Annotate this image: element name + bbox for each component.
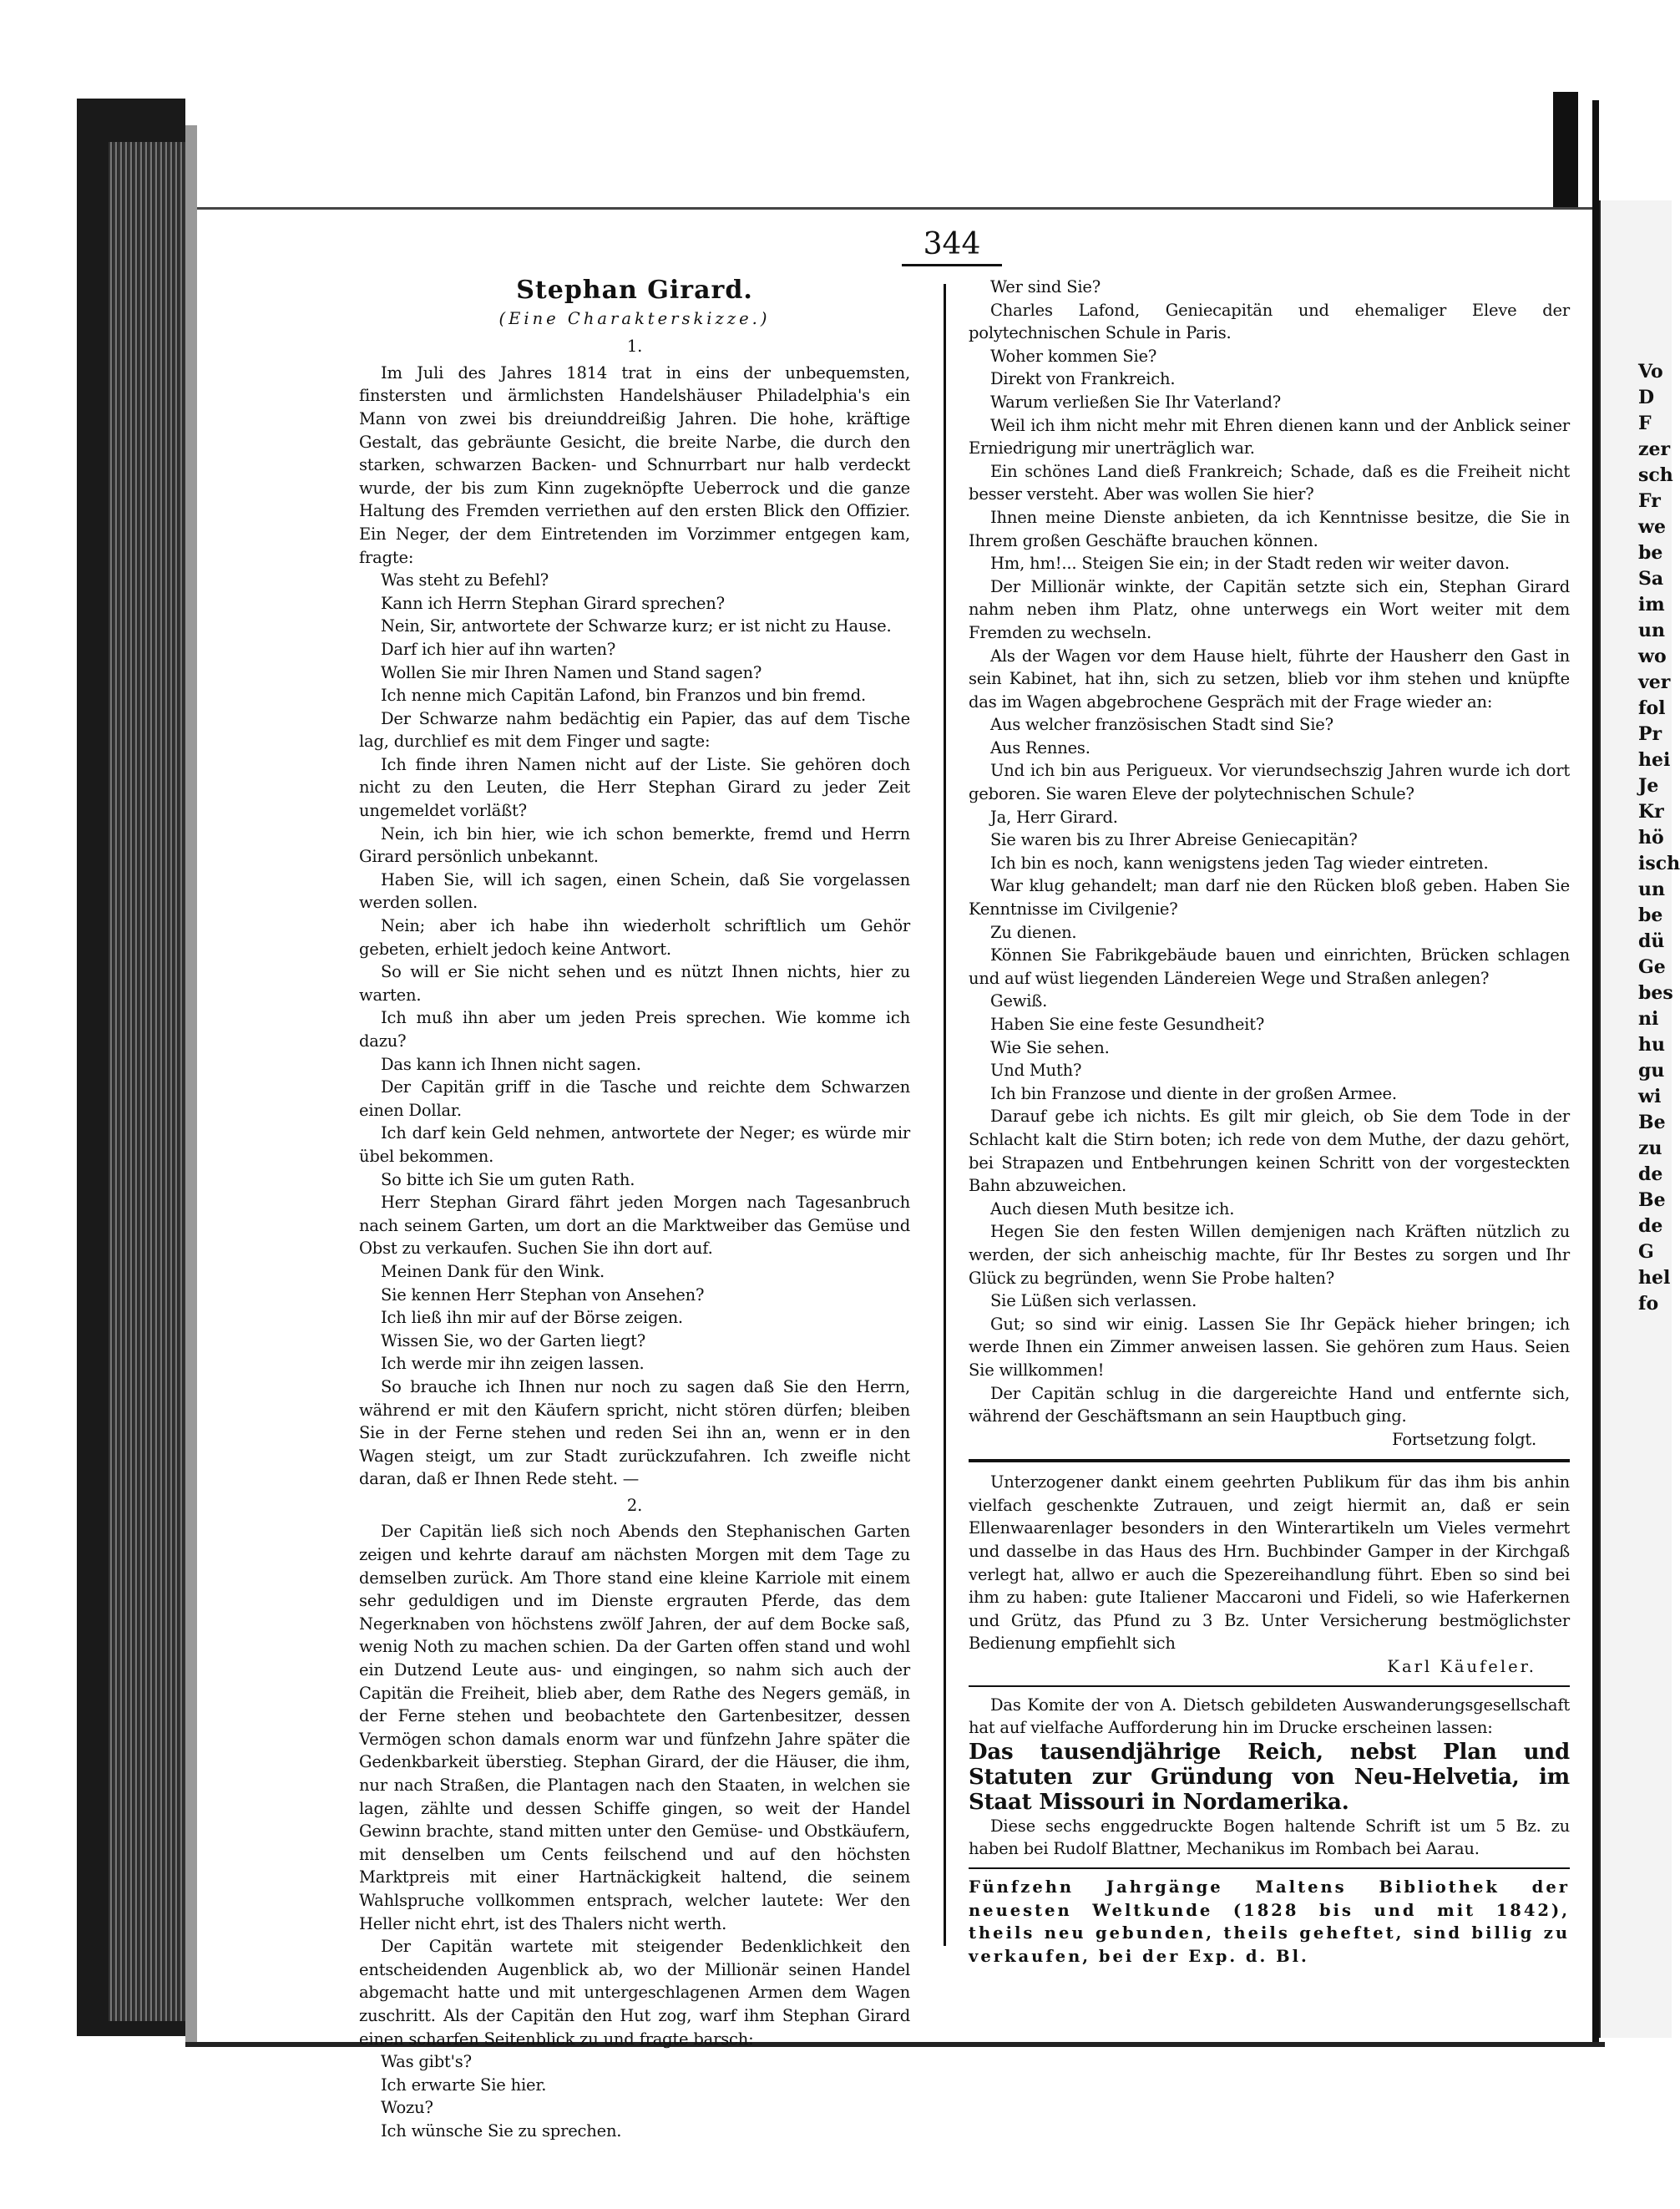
fragment-text: hu xyxy=(1638,1034,1665,1056)
paragraph: Wozu? xyxy=(381,2098,433,2118)
paragraph: Der Capitän wartete mit steigender Bedenklichkeit den entscheidenden Augenblick ab, wo der Millionär seinen Handel abgemacht hatte und mit untergeschlagenen Armen dem Wagen zuschritt. Als der Capitän den Hut zog, warf ihm Stephan Girard einen scharfen Seitenblick zu und fragte barsch: xyxy=(359,1937,910,2049)
fragment-text: fo xyxy=(1638,1293,1659,1315)
paragraph: Charles Lafond, Geniecapitän und ehemaliger Eleve der polytechnischen Schule in Paris. xyxy=(969,300,1570,343)
fragment-text: zer xyxy=(1638,438,1671,460)
paragraph: Hm, hm!... Steigen Sie ein; in der Stadt reden wir weiter davon. xyxy=(990,554,1510,574)
article-title: Stephan Girard. xyxy=(516,276,753,305)
paragraph: Ich nenne mich Capitän Lafond, bin Franzos und bin fremd. xyxy=(381,686,867,706)
paragraph: War klug gehandelt; man darf nie den Rücken bloß geben. Haben Sie Kenntnisse im Civilgenie? xyxy=(969,876,1570,920)
fragment-text: ni xyxy=(1638,1008,1659,1030)
fragment-text: un xyxy=(1638,879,1665,900)
paragraph: Und ich bin aus Perigueux. Vor vierundsechszig Jahren wurde ich dort geboren. Sie waren Eleve der polytechnischen Schule? xyxy=(969,761,1570,804)
left-column xyxy=(359,276,910,2143)
advertisement-komite xyxy=(969,1694,1570,1861)
fragment-text: fol xyxy=(1638,697,1666,719)
ad-divider xyxy=(969,1867,1570,1869)
paragraph: Ich finde ihren Namen nicht auf der Liste. Sie gehören doch nicht zu den Leuten, die Herr Stephan Girard zu jeder Zeit ungemeldet vorläßt? xyxy=(359,754,910,821)
paragraph: Und Muth? xyxy=(990,1061,1082,1081)
paragraph: Ich wünsche Sie zu sprechen. xyxy=(381,2120,622,2141)
fragment-text: F xyxy=(1638,413,1652,434)
fragment-text: Fr xyxy=(1638,490,1661,512)
fragment-text: wi xyxy=(1638,1086,1662,1107)
paragraph: Gewiß. xyxy=(990,991,1048,1011)
paragraph: Der Capitän griff in die Tasche und reichte dem Schwarzen einen Dollar. xyxy=(359,1077,910,1120)
paragraph: Das kann ich Ihnen nicht sagen. xyxy=(381,1054,641,1074)
gutter-shadow xyxy=(1592,100,1599,2046)
fragment-text: we xyxy=(1638,516,1666,538)
fragment-text: Je xyxy=(1638,775,1659,797)
paragraph: Der Millionär winkte, der Capitän setzte sich ein, Stephan Girard nahm neben ihm Platz, ohne unterwegs ein Wort weiter mit dem Fremden zu wechseln. xyxy=(969,576,1570,642)
ad-text: Unterzogener dankt einem geehrten Publikum für das ihm bis anhin vielfach geschenkte Zutrauen, und zeigt hiermit an, daß er sein Ellenwaarenlager besonders in den Winterartikeln um Vieles vermehrt und dasselbe in das Haus des Hrn. Buchbinder Gamper in der Kirchgaß verlegt hat, allwo er auch die Spezereihandlung führt. Eben so sind bei ihm zu haben: gute Italiener Maccaroni und Fideli, so wie Haferkernen und Grütz, das Pfund zu 3 Bz. Unter Versicherung bestmöglichster Bedienung empfiehlt sich xyxy=(969,1472,1570,1654)
paragraph: Darf ich hier auf ihn warten? xyxy=(381,639,616,659)
paragraph: Ich erwarte Sie hier. xyxy=(381,2075,547,2095)
paragraph: Aus welcher französischen Stadt sind Sie? xyxy=(990,715,1333,735)
paragraph: Direkt von Frankreich. xyxy=(990,369,1176,389)
fragment-text: bes xyxy=(1638,982,1673,1004)
paragraph: Warum verließen Sie Ihr Vaterland? xyxy=(990,392,1282,412)
advertisement-bibliothek xyxy=(969,1876,1570,1968)
fragment-text: gu xyxy=(1638,1060,1665,1082)
paragraph: Der Capitän ließ sich noch Abends den Stephanischen Garten zeigen und kehrte darauf am nächsten Morgen mit dem Tage zu demselben zurück. Am Thore stand eine kleine Karriole mit einem sehr geduldigen und im Dienste ergrauten Pferde, das dem Negerknaben von höchstens zwölf Jahren, der auf dem Bocke saß, wenig Noth zu machen schien. Da der Garten offen stand und wohl ein Dutzend Leute aus- und eingingen, so nahm sich auch der Capitän die Freiheit, blieb aber, dem Rathe des Negers gemäß, in der Ferne stehen und beobachtete den Gartenbesitzer, dessen Vermögen schon damals enorm war und fünfzehn Jahre später die Gedenkbarkeit überstieg. Stephan Girard, der die Häuser, die ihm, nur nach Straßen, die Plantagen nach den Staaten, in welchen sie lagen, zählte und dessen Schiffe gingen, so weit der Handel Gewinn brachte, stand mitten unter den Gemüse- und Obstkäufern, mit denselben um Cents feilschend und auf den höchsten Marktpreis mit einer Hartnäckigkeit haltend, die seinem Wahlspruche vollkommen entsprach, welcher lautete: Wer den Heller nicht ehrt, ist des Thalers nicht werth. xyxy=(359,1522,910,1933)
paragraph: Weil ich ihm nicht mehr mit Ehren dienen kann und der Anblick seiner Erniedrigung mir unerträglich war. xyxy=(969,415,1570,459)
article-part-2 xyxy=(359,1520,910,2142)
fragment-text: Ge xyxy=(1638,956,1666,978)
ad-book-title: Das tausendjährige Reich, nebst Plan und Statuten zur Gründung von Neu-Helvetia, im Staat Missouri in Nordamerika. xyxy=(969,1739,1570,1815)
paragraph: Kann ich Herrn Stephan Girard sprechen? xyxy=(381,593,725,613)
paragraph: Ich bin Franzose und diente in der großen Armee. xyxy=(990,1083,1397,1103)
paragraph: Wer sind Sie? xyxy=(990,277,1101,296)
ad-divider xyxy=(969,1685,1570,1687)
ad-book-text: Diese sechs enggedruckte Bogen haltende Schrift ist um 5 Bz. zu haben bei Rudolf Blattner, Mechanikus im Rombach bei Aarau. xyxy=(969,1816,1570,1859)
book-page-edges xyxy=(109,142,188,2021)
paragraph: Ich ließ ihn mir auf der Börse zeigen. xyxy=(381,1308,683,1328)
paragraph: Haben Sie eine feste Gesundheit? xyxy=(990,1015,1265,1034)
paragraph: Ich bin es noch, kann wenigstens jeden Tag wieder eintreten. xyxy=(990,853,1489,873)
paragraph: Sie waren bis zu Ihrer Abreise Geniecapitän? xyxy=(990,830,1358,850)
paragraph: So will er Sie nicht sehen und es nützt Ihnen nichts, hier zu warten. xyxy=(359,962,910,1005)
paragraph: Wie Sie sehen. xyxy=(990,1037,1110,1057)
paragraph: So brauche ich Ihnen nur noch zu sagen daß Sie den Herrn, während er mit den Käufern spricht, nicht stören dürfen; bleiben Sie in der Ferne stehen und reden Sei ihn an, wenn er in den Wagen steigt, um zur Stadt zurückzufahren. Ich zweifle nicht daran, daß er Ihnen Rede steht. — xyxy=(359,1376,910,1489)
column-divider xyxy=(944,284,946,1946)
fragment-text: im xyxy=(1638,594,1665,616)
fragment-text: dü xyxy=(1638,930,1665,952)
paragraph: Hegen Sie den festen Willen demjenigen nach Kräften nützlich zu werden, der sich anheischig machte, für Ihr Bestes zu sorgen und Ihr Glück zu begründen, wenn Sie Probe halten? xyxy=(969,1222,1570,1288)
paragraph: Woher kommen Sie? xyxy=(990,346,1157,366)
fragment-text: wo xyxy=(1638,646,1667,667)
fragment-text: Pr xyxy=(1638,723,1662,745)
article-part-1 xyxy=(359,362,910,1491)
paragraph: Nein, Sir, antwortete der Schwarze kurz; er ist nicht zu Hause. xyxy=(381,616,892,636)
paragraph: Der Capitän schlug in die dargereichte Hand und entfernte sich, während der Geschäftsmann an sein Hauptbuch ging. xyxy=(969,1383,1570,1426)
fragment-text: be xyxy=(1638,542,1663,564)
fragment-text: be xyxy=(1638,904,1663,926)
paragraph: Auch diesen Muth besitze ich. xyxy=(990,1198,1235,1218)
paragraph: Ein schönes Land dieß Frankreich; Schade, daß es die Freiheit nicht besser versteht. Aber was wollen Sie hier? xyxy=(969,461,1570,504)
article-continuation xyxy=(969,276,1570,1428)
paragraph: Meinen Dank für den Wink. xyxy=(381,1261,605,1281)
paragraph: Was gibt's? xyxy=(381,2052,472,2072)
fragment-text: hö xyxy=(1638,827,1664,849)
paragraph: So bitte ich Sie um guten Rath. xyxy=(381,1169,635,1189)
fragment-text: Vo xyxy=(1638,361,1663,383)
fragment-text: un xyxy=(1638,620,1665,641)
fragment-text: de xyxy=(1638,1163,1663,1185)
page-number: 344 xyxy=(923,227,981,261)
right-column xyxy=(969,276,1570,1968)
continuation-note: Fortsetzung folgt. xyxy=(1392,1429,1536,1449)
page-top-edge xyxy=(197,207,1593,210)
fragment-text: hel xyxy=(1638,1267,1671,1289)
fragment-text: D xyxy=(1638,387,1655,408)
fragment-text: Kr xyxy=(1638,801,1664,823)
fragment-text: Be xyxy=(1638,1189,1666,1211)
paragraph: Aus Rennes. xyxy=(990,737,1090,757)
fragment-text: Sa xyxy=(1638,568,1664,590)
paragraph: Ich werde mir ihn zeigen lassen. xyxy=(381,1354,645,1374)
paragraph: Wollen Sie mir Ihren Namen und Stand sagen? xyxy=(381,662,762,682)
scan-margin-top xyxy=(0,0,1670,99)
paragraph: Im Juli des Jahres 1814 trat in eins der unbequemsten, finstersten und ärmlichsten Handelshäuser Philadelphia's ein Mann von zwei bis dreiunddreißig Jahren. Die hohe, kräftige Gestalt, das gebräunte Gesicht, die breite Narbe, die durch den starken, schwarzen Backen- und Schnurrbart nur halb verdeckt wurde, der bis zum Kinn zugeknöpfte Ueberrock und die ganze Haltung des Fremden verriethen auf den ersten Blick den Offizier. Ein Neger, der dem Eintretenden im Vorzimmer entgegen kam, fragte: xyxy=(359,362,910,567)
paragraph: Ich muß ihn aber um jeden Preis sprechen. Wie komme ich dazu? xyxy=(359,1008,910,1051)
paragraph: Haben Sie, will ich sagen, einen Schein, daß Sie vorgelassen werden sollen. xyxy=(359,869,910,913)
advertisement-kaeufeler xyxy=(969,1471,1570,1678)
paragraph: Darauf gebe ich nichts. Es gilt mir gleich, ob Sie dem Tode in der Schlacht kalt die Stirn boten; ich rede von dem Muthe, der dazu gehört, bei Strapazen und Entbehrungen keinen Schritt von der vorgesteckten Bahn abzuweichen. xyxy=(969,1107,1570,1196)
ad-signature: Karl Käufeler. xyxy=(1387,1657,1536,1677)
paragraph: Was steht zu Befehl? xyxy=(381,570,549,590)
article-end-rule xyxy=(969,1459,1570,1462)
paragraph: Ich darf kein Geld nehmen, antwortete der Neger; es würde mir übel bekommen. xyxy=(359,1123,910,1166)
article-subtitle: (Eine Charakterskizze.) xyxy=(498,308,771,328)
fragment-text: G xyxy=(1638,1241,1654,1263)
fragment-text: isch xyxy=(1638,853,1680,874)
paragraph: Ihnen meine Dienste anbieten, da ich Kenntnisse besitze, die Sie in Ihrem großen Geschäfte brauchen können. xyxy=(969,507,1570,550)
scan-clip-mark xyxy=(1553,92,1578,217)
ad-intro: Das Komite der von A. Dietsch gebildeten Auswanderungsgesellschaft hat auf vielfache Aufforderung hin im Drucke erscheinen lassen: xyxy=(969,1695,1570,1738)
paragraph: Ja, Herr Girard. xyxy=(990,807,1118,827)
fragment-text: zu xyxy=(1638,1137,1662,1159)
adjacent-page-fragments xyxy=(1638,359,1680,1317)
paragraph: Nein, ich bin hier, wie ich schon bemerkte, fremd und Herrn Girard persönlich unbekannt. xyxy=(359,823,910,867)
fragment-text: de xyxy=(1638,1215,1663,1237)
paragraph: Zu dienen. xyxy=(990,922,1077,942)
paragraph: Sie Lüßen sich verlassen. xyxy=(990,1291,1197,1311)
ad-text: Fünfzehn Jahrgänge Maltens Bibliothek der neuesten Weltkunde (1828 bis und mit 1842), theils neu gebunden, theils geheftet, sind billig zu verkaufen, bei der Exp. d. Bl. xyxy=(969,1877,1570,1966)
paragraph: Der Schwarze nahm bedächtig ein Papier, das auf dem Tische lag, durchlief es mit dem Finger und sagte: xyxy=(359,708,910,752)
paragraph: Herr Stephan Girard fährt jeden Morgen nach Tagesanbruch nach seinem Garten, um dort an die Marktweiber das Gemüse und Obst zu verkaufen. Suchen Sie ihn dort auf. xyxy=(359,1193,910,1259)
page-number-rule xyxy=(902,264,1002,266)
paragraph: Sie kennen Herr Stephan von Ansehen? xyxy=(381,1284,705,1305)
fragment-text: Be xyxy=(1638,1112,1666,1133)
fragment-text: sch xyxy=(1638,464,1673,486)
paragraph: Gut; so sind wir einig. Lassen Sie Ihr Gepäck hieher bringen; ich werde Ihnen ein Zimmer anweisen lassen. Sie gehören zum Haus. Seien Sie willkommen! xyxy=(969,1314,1570,1380)
section-number-1: 1. xyxy=(626,337,643,357)
fragment-text: ver xyxy=(1638,671,1671,693)
section-number-2: 2. xyxy=(626,1495,643,1515)
fragment-text: hei xyxy=(1638,749,1671,771)
paragraph: Können Sie Fabrikgebäude bauen und einrichten, Brücken schlagen und auf wüst liegenden Ländereien Wege und Straßen anlegen? xyxy=(969,945,1570,988)
paragraph: Als der Wagen vor dem Hause hielt, führte der Hausherr den Gast in sein Kabinet, hat ihn, sich zu setzen, blieb vor ihm stehen und knüpfte das im Wagen abgebrochene Gespräch mit der Frage wieder an: xyxy=(969,646,1570,712)
paragraph: Nein; aber ich habe ihn wiederholt schriftlich um Gehör gebeten, erhielt jedoch keine Antwort. xyxy=(359,916,910,959)
paragraph: Wissen Sie, wo der Garten liegt? xyxy=(381,1330,645,1350)
book-fore-edge xyxy=(185,125,197,2046)
